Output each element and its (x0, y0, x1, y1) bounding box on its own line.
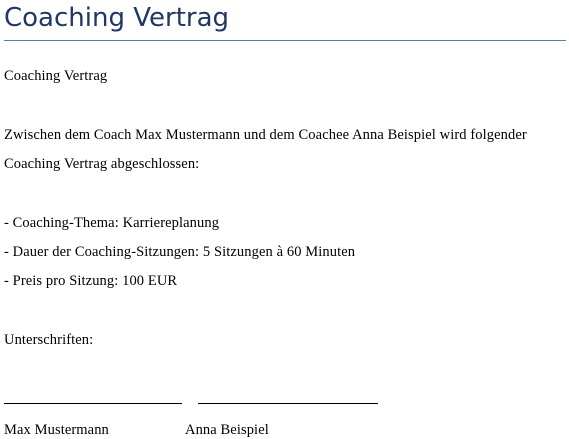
document-heading: Coaching Vertrag (4, 3, 230, 33)
term-duration: - Dauer der Coaching-Sitzungen: 5 Sitzungen à 60 Minuten (4, 244, 356, 260)
intro-line-2: Coaching Vertrag abgeschlossen: (4, 156, 200, 172)
term-price: - Preis pro Sitzung: 100 EUR (4, 273, 178, 289)
signatures-label: Unterschriften: (4, 332, 94, 348)
signature-line-coachee (198, 403, 378, 404)
term-topic: - Coaching-Thema: Karriereplanung (4, 215, 220, 231)
signature-line-coach (4, 403, 182, 404)
heading-rule (4, 40, 566, 41)
document-title-line: Coaching Vertrag (4, 68, 108, 84)
intro-line-1: Zwischen dem Coach Max Mustermann und dem Coachee Anna Beispiel wird folgender (4, 127, 527, 143)
signatory-coachee-name: Anna Beispiel (185, 422, 269, 438)
signatory-coach-name: Max Mustermann (4, 422, 109, 438)
